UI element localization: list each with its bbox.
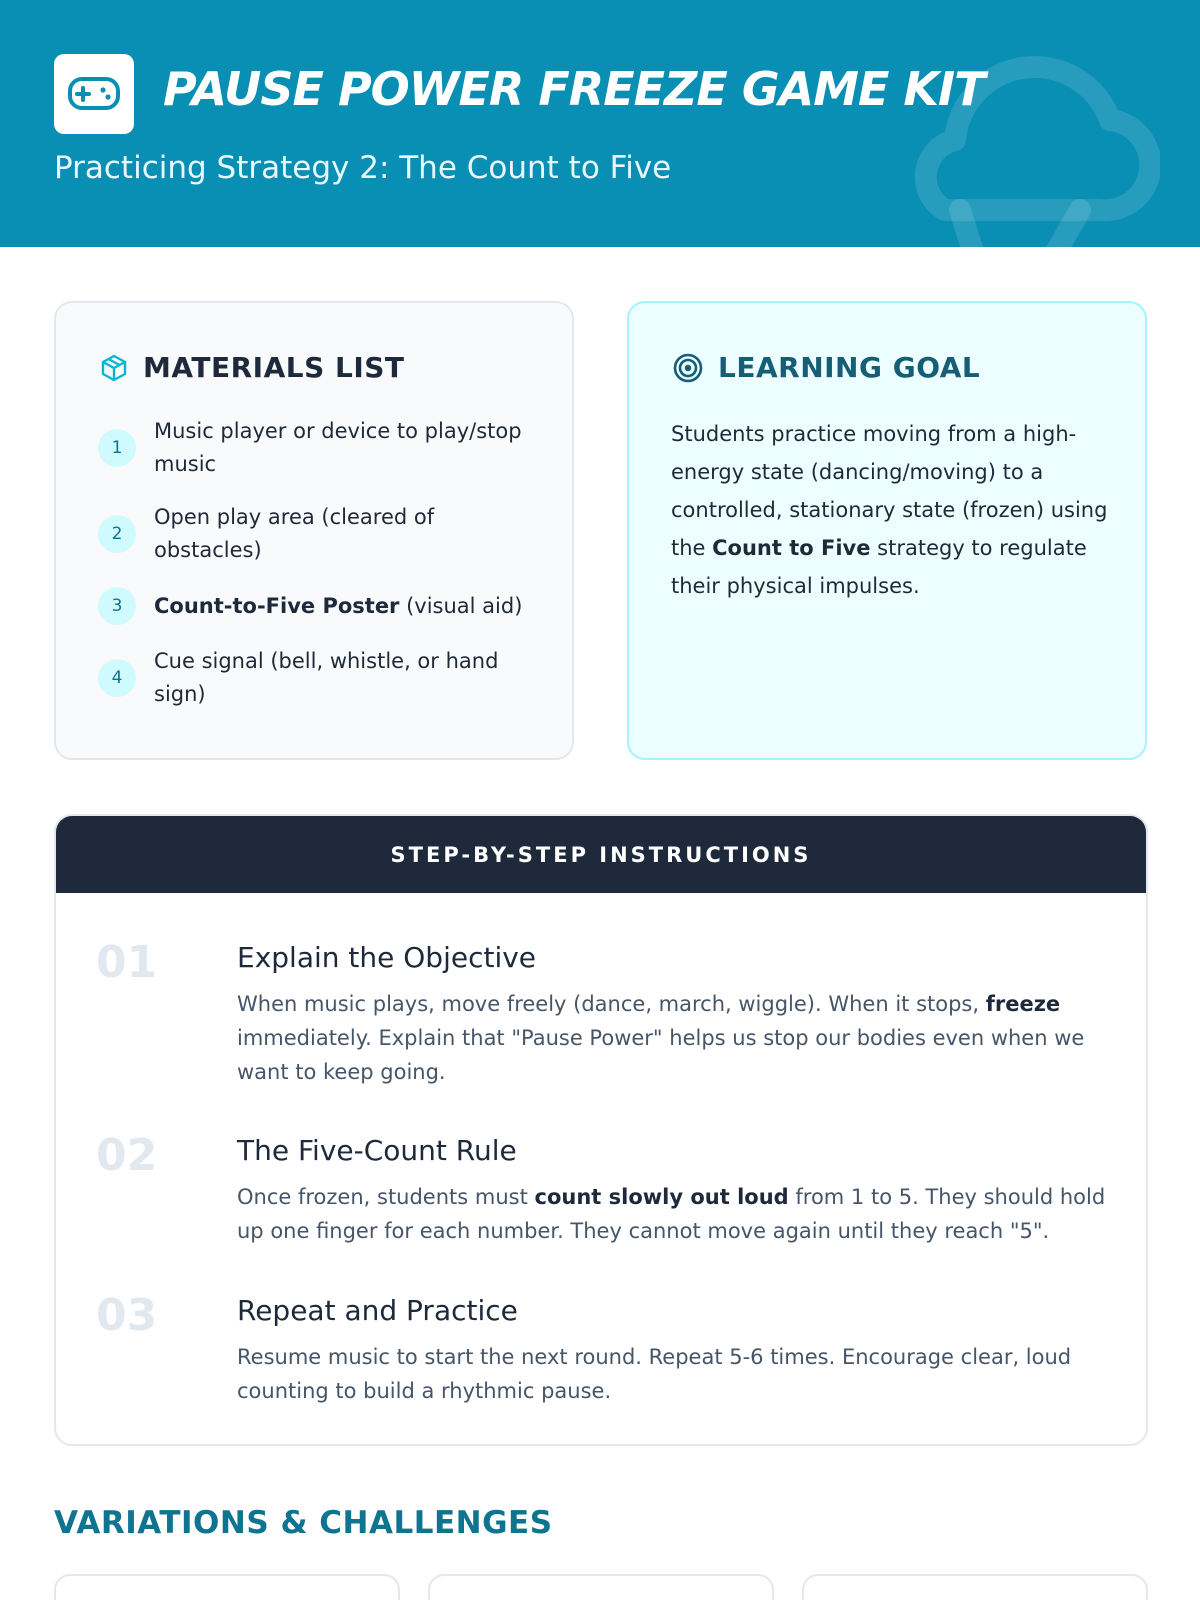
item-rest-text: (visual aid) — [399, 593, 523, 618]
instructions-panel — [54, 814, 1148, 1446]
list-item — [98, 501, 538, 567]
step-description — [237, 1340, 1137, 1408]
list-item — [98, 587, 538, 625]
item-text: Music player or device to play/stop music — [154, 419, 522, 476]
page-subtitle: Practicing Strategy 2: The Count to Five — [54, 150, 672, 186]
item-text: Cue signal (bell, whistle, or hand sign) — [154, 649, 499, 706]
page-header — [0, 0, 1200, 247]
page-title: PAUSE POWER FREEZE GAME KIT — [163, 62, 985, 116]
target-icon — [672, 352, 704, 384]
step-title: Explain the Objective — [237, 941, 537, 974]
step-item — [96, 1290, 1106, 1410]
goal-title: LEARNING GOAL — [718, 351, 981, 384]
step-title: Repeat and Practice — [237, 1294, 518, 1327]
goal-text-end: strategy to regulate their physical impulses. — [671, 536, 1087, 598]
step-text-bold: freeze — [985, 992, 1061, 1016]
step-description — [237, 987, 1137, 1089]
variation-card — [802, 1574, 1148, 1600]
step-description — [237, 1180, 1137, 1248]
item-number: 1 — [98, 429, 136, 467]
step-item — [96, 937, 1106, 1087]
materials-card — [54, 301, 574, 760]
materials-title: MATERIALS LIST — [143, 351, 405, 384]
step-text-bold: count slowly out loud — [534, 1185, 789, 1209]
step-title: The Five-Count Rule — [237, 1134, 517, 1167]
item-text: Open play area (cleared of obstacles) — [154, 505, 435, 562]
step-number: 03 — [96, 1290, 158, 1341]
learning-goal-card — [627, 301, 1147, 760]
goal-heading — [672, 351, 980, 384]
item-text — [154, 590, 522, 623]
gamepad-icon — [68, 74, 120, 114]
item-number: 2 — [98, 515, 136, 553]
step-text: Resume music to start the next round. Repeat 5-6 times. Encourage clear, loud counting to build a rhythmic pause. — [237, 1345, 1072, 1403]
list-item — [98, 415, 538, 481]
item-bold-text: Count-to-Five Poster — [154, 593, 400, 618]
list-item — [98, 645, 538, 711]
variation-card — [428, 1574, 774, 1600]
instructions-heading: STEP-BY-STEP INSTRUCTIONS — [56, 816, 1146, 893]
step-text-start: When music plays, move freely (dance, march, wiggle). When it stops, — [237, 992, 986, 1016]
goal-description — [671, 415, 1111, 605]
step-number: 01 — [96, 937, 158, 988]
variation-card — [54, 1574, 400, 1600]
materials-heading — [99, 351, 405, 384]
item-number: 4 — [98, 659, 136, 697]
box-icon — [99, 353, 129, 383]
variations-heading: VARIATIONS & CHALLENGES — [54, 1505, 553, 1541]
materials-list — [98, 415, 538, 731]
step-text-end: immediately. Explain that "Pause Power" helps us stop our bodies even when we want to keep going. — [237, 1026, 1085, 1084]
step-text-start: Once frozen, students must — [237, 1185, 535, 1209]
goal-text-bold: Count to Five — [712, 536, 871, 560]
step-text-end: from 1 to 5. They should hold up one finger for each number. They cannot move again until they reach "5". — [237, 1185, 1106, 1243]
step-item — [96, 1130, 1106, 1250]
step-number: 02 — [96, 1130, 158, 1181]
logo-badge — [54, 54, 134, 134]
goal-text-start: Students practice moving from a high-energy state (dancing/moving) to a controlled, stationary state (frozen) using the — [671, 422, 1108, 560]
item-number: 3 — [98, 587, 136, 625]
